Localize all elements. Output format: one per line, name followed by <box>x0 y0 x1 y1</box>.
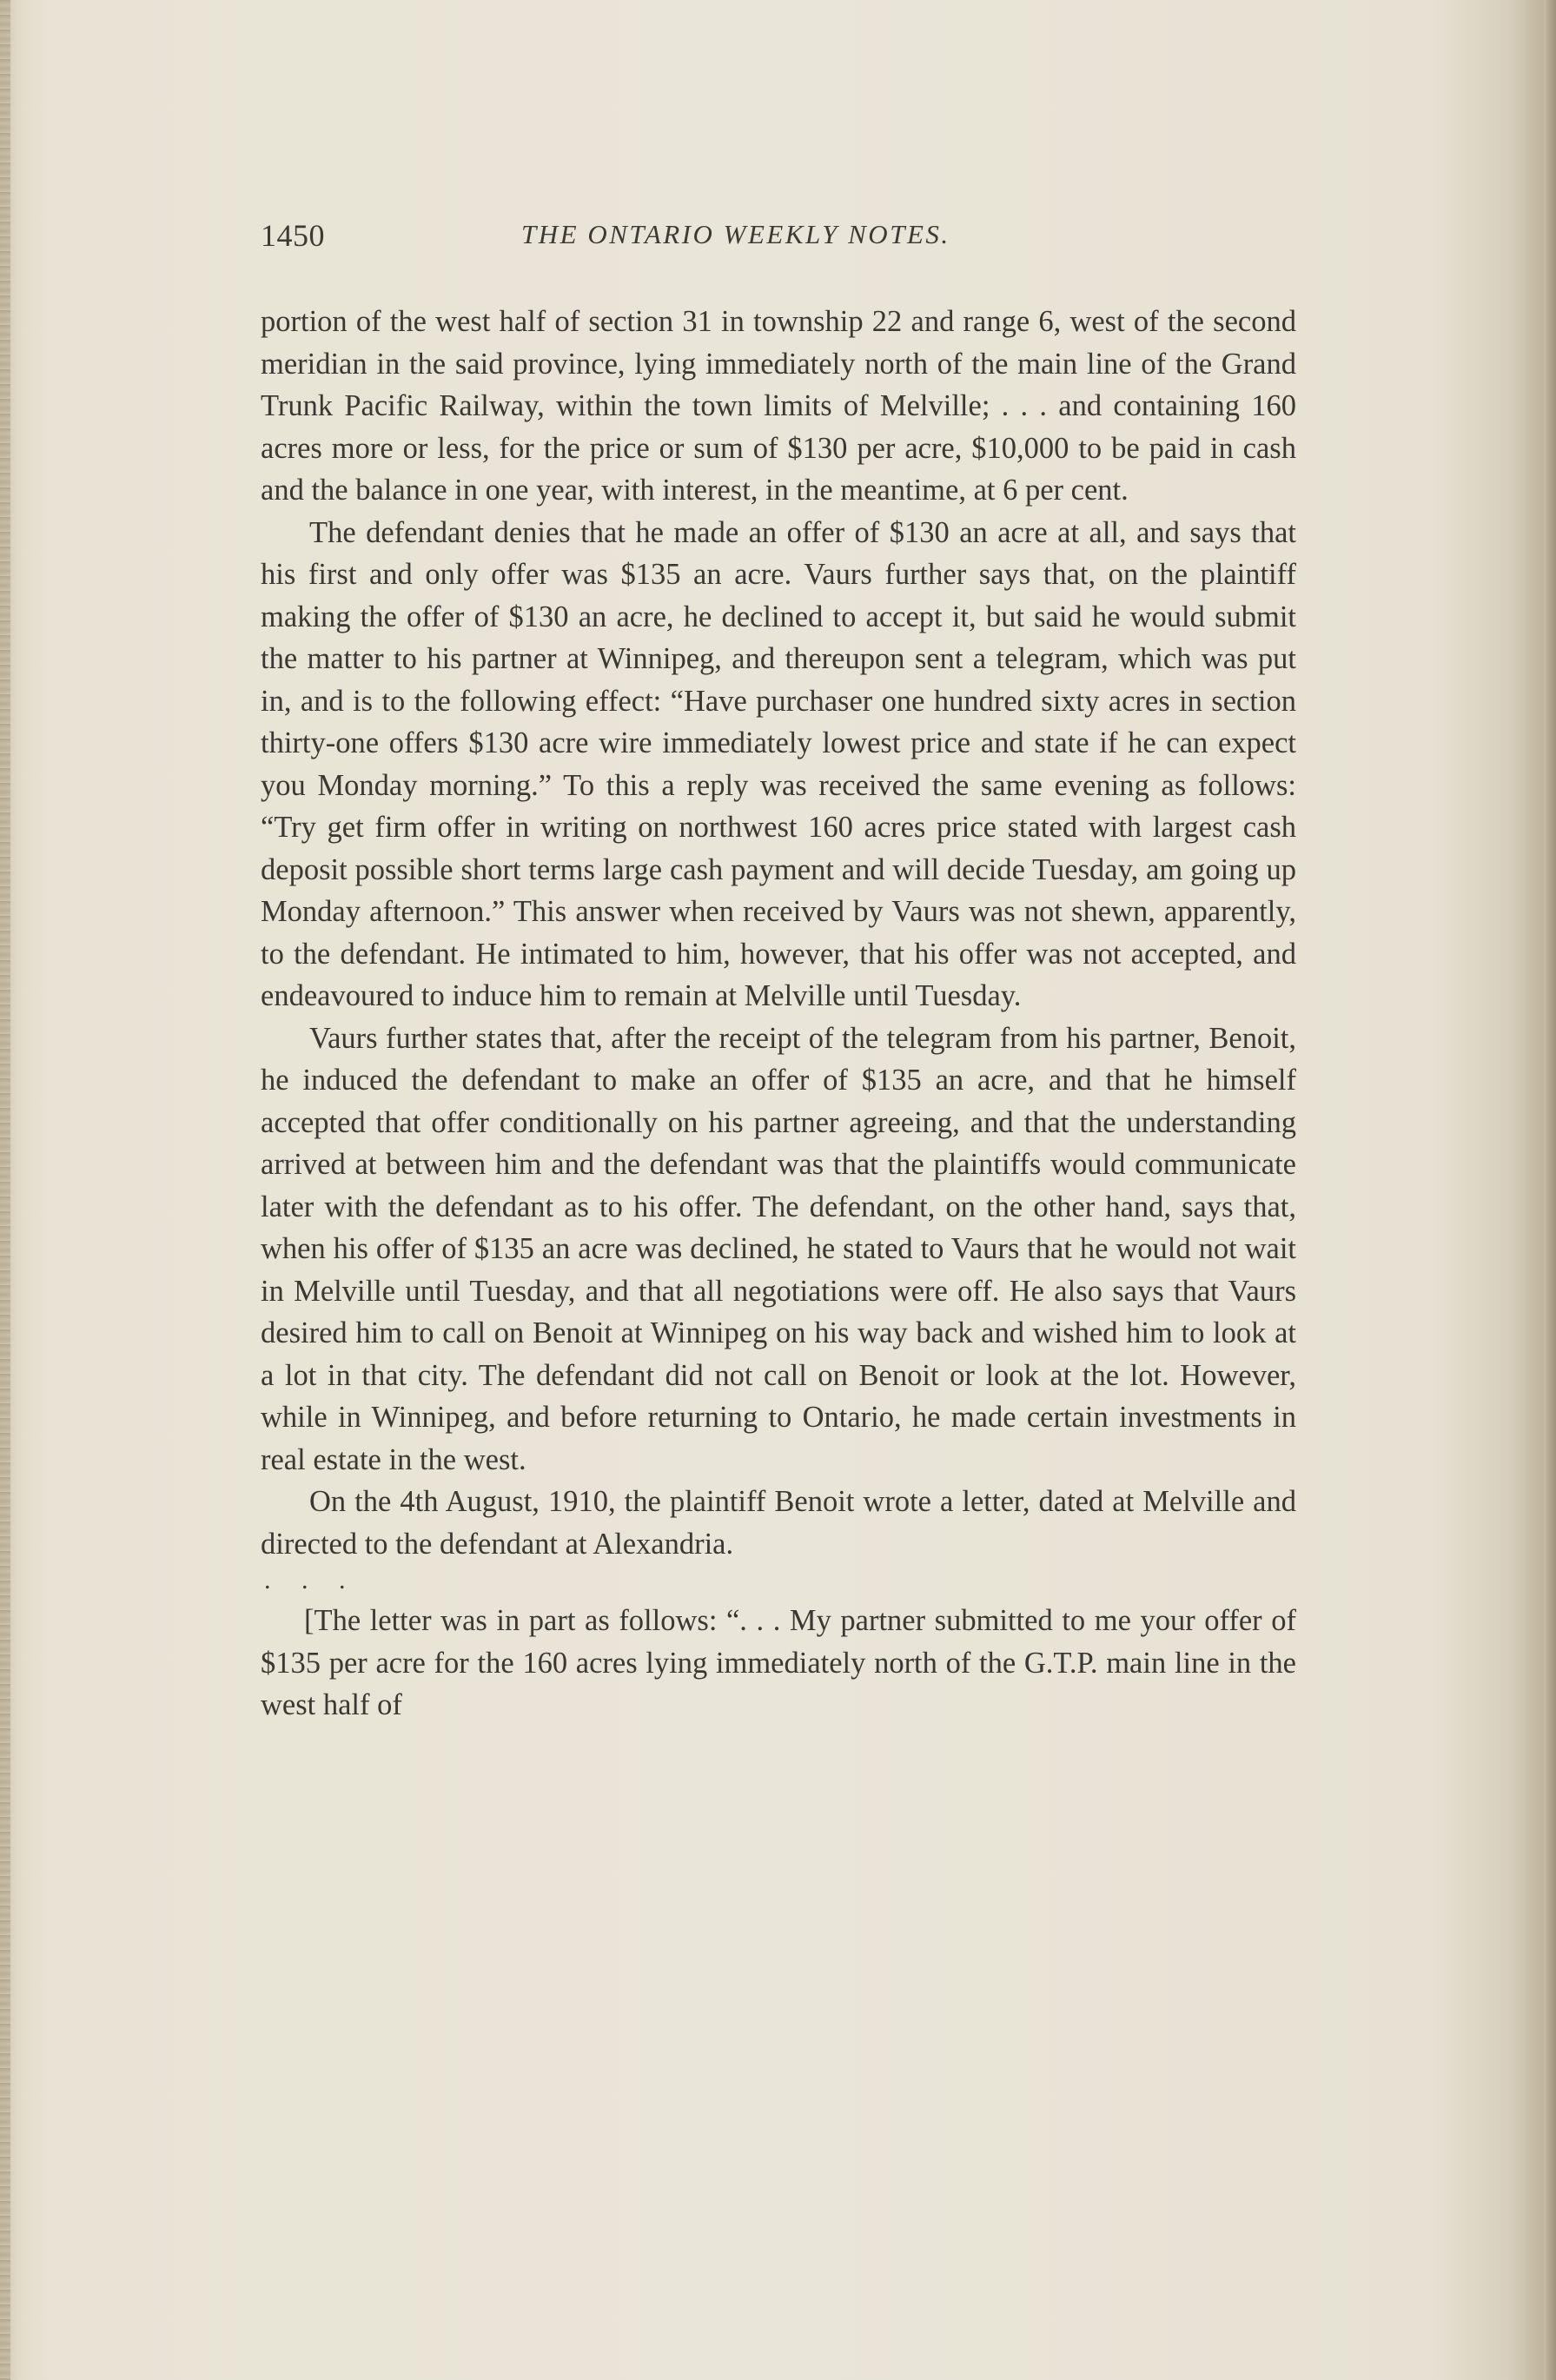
page-header <box>261 217 1303 269</box>
page-outer-edge <box>1544 0 1556 2380</box>
paragraph-letter-intro: On the 4th August, 1910, the plaintiff Benoit wrote a letter, dated at Melville and directed to the defendant at Alexandria. <box>261 1485 1296 1561</box>
page-number: 1450 <box>261 218 325 253</box>
paragraph-continuation: portion of the west half of section 31 in township 22 and range 6, west of the second meridian in the said province, lying immediately north of the main line of the Grand Trunk Pacific Railway, within the town limits of Melville; . . . and containing 160 acres more or less, for the price or sum of $130 per acre, $10,000 to be paid in cash and the balance in one year, with interest, in the meantime, at 6 per cent. <box>261 305 1296 507</box>
running-title: THE ONTARIO WEEKLY NOTES. <box>521 219 950 249</box>
body-text <box>261 301 1296 1727</box>
paragraph-defendant-denial: The defendant denies that he made an offer of $130 an acre at all, and says that his first and only offer was $135 an acre. Vaurs further says that, on the plaintiff making the offer of $130 an acre, he declined to accept it, but said he would submit the matter to his partner at Winnipeg, and thereupon sent a telegram, which was put in, and is to the following effect: “Have purchaser one hundred sixty acres in section thirty-one offers $130 acre wire immediately lowest price and state if he can expect you Monday morning.” To this a reply was received the same evening as follows: “Try get firm offer in writing on northwest 160 acres price stated with largest cash deposit possible short terms large cash payment and will decide Tuesday, am going up Monday afternoon.” This answer when received by Vaurs was not shewn, apparently, to the defendant. He intimated to him, however, that his offer was not accepted, and endeavoured to induce him to remain at Melville until Tuesday. <box>261 515 1296 1012</box>
paragraph-letter-quote: [The letter was in part as follows: “. . . My partner submitted to me your offer of $135 per acre for the 160 acres lying immediately north of the G.T.P. main line in the west half of <box>261 1604 1296 1721</box>
ellipsis-omission: . . . <box>264 1566 358 1594</box>
page-binding-edge <box>0 0 10 2380</box>
paragraph-vaurs-statement: Vaurs further states that, after the receipt of the telegram from his partner, Benoit, he induced the defendant to make an offer of $135 an acre, and that he himself accepted that offer conditionally on his partner agreeing, and that the understanding arrived at between him and the defendant was that the plaintiffs would communicate later with the defendant as to his offer. The defendant, on the other hand, says that, when his offer of $135 an acre was declined, he stated to Vaurs that he would not wait in Melville until Tuesday, and that all negotiations were off. He also says that Vaurs desired him to call on Benoit at Winnipeg on his way back and wished him to look at a lot in that city. The defendant did not call on Benoit or look at the lot. However, while in Winnipeg, and before returning to Ontario, he made certain investments in real estate in the west. <box>261 1021 1296 1476</box>
